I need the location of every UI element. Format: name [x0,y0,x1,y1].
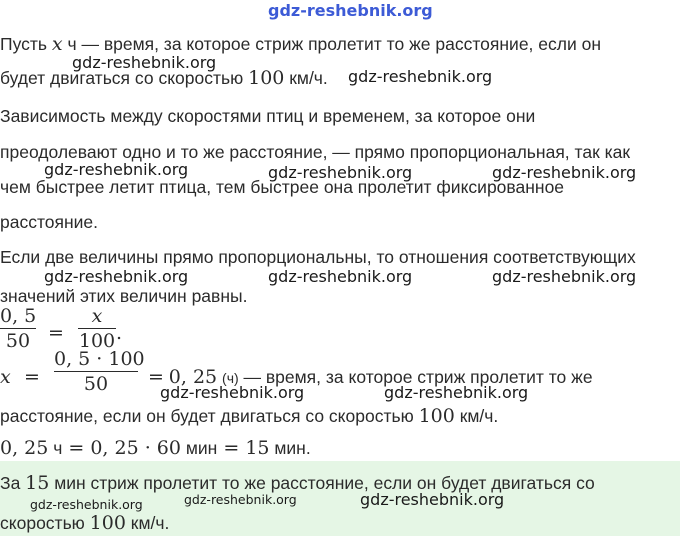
eq2-line2-pre: расстояние, если он будет двигаться со скоростью [0,406,419,426]
eq1-right-fraction [78,305,116,352]
eq3-b: 0, 25 · 60 [90,437,181,459]
p2-line4: расстояние. [0,212,99,232]
watermark: gdz-reshebnik.org [268,267,413,286]
answer-line1-post: мин стриж пролетит то же расстояние, если он будет двигаться со [49,473,595,493]
eq2-numerator: 0, 5 · 100 [54,348,145,370]
eq1-left-denominator: 50 [5,330,31,352]
fraction-bar [54,371,138,372]
eq3-a-unit: ч [48,438,63,458]
watermark: gdz-reshebnik.org [348,67,493,86]
eq2-text: — время, за которое стриж пролетит то же [238,367,593,387]
answer-minutes: 15 [25,472,50,494]
p3-line1: Если две величины прямо пропорциональны, то отношения соответствующих [0,247,636,267]
p1-line1-pre: Пусть [0,34,52,54]
eq2-denominator: 50 [83,373,109,395]
eq1-right-denominator: 100 [78,330,116,352]
p1-var-x: x [51,33,63,55]
p1-line1-post: ч — время, за которое стриж пролетит то же расстояние, если он [62,34,601,54]
eq1-left-numerator: 0, 5 [0,305,37,327]
answer-line1 [0,472,595,494]
answer-line2-pre: скоростью [0,513,90,533]
eq3-c-unit: мин. [269,438,311,458]
watermark: gdz-reshebnik.org [72,53,217,72]
watermark: gdz-reshebnik.org [30,497,143,512]
eq2-equals-b: = [148,366,164,388]
eq1-left-fraction [0,305,36,352]
answer-speed: 100 [89,512,126,534]
eq3-equals-b: = [217,437,246,459]
eq1-equals: = [48,322,64,344]
watermark: gdz-reshebnik.org [44,160,189,179]
watermark: gdz-reshebnik.org [492,267,637,286]
eq2-unit: (ч) [222,370,239,386]
eq2-value: 0, 25 [168,366,218,388]
eq2-line2 [0,405,498,427]
watermark-top: gdz-reshebnik.org [268,1,433,20]
watermark: gdz-reshebnik.org [44,267,189,286]
watermark: gdz-reshebnik.org [384,383,529,402]
answer-line1-pre: За [0,473,26,493]
p1-line2-post: км/ч. [284,68,328,88]
eq1-end: . [116,322,123,344]
p2-line3: чем быстрее летит птица, тем быстрее она пролетит фиксированное [0,177,565,197]
eq2-line2-post: км/ч. [454,406,499,426]
eq3 [0,437,311,459]
p1-speed: 100 [248,67,285,89]
eq2-fraction [54,348,145,395]
eq2-equals-a: = [24,366,40,388]
eq3-c: 15 [245,437,270,459]
eq2-speed: 100 [418,405,455,427]
watermark: gdz-reshebnik.org [360,490,505,509]
p2-line2: преодолевают одно и то же расстояние, — прямо пропорциональная, так как [0,142,631,162]
p3-line2: значений этих величин равны. [0,286,248,306]
watermark: gdz-reshebnik.org [160,383,305,402]
p2-line1: Зависимость между скоростями птиц и временем, за которое они [0,106,536,126]
eq3-equals-a: = [62,437,91,459]
watermark: gdz-reshebnik.org [492,163,637,182]
answer-line2 [0,512,169,534]
eq3-b-unit: мин [180,438,218,458]
fraction-bar [78,328,116,329]
eq3-a: 0, 25 [0,437,49,459]
eq1-right-numerator: x [91,305,103,327]
p1-line1 [0,33,601,55]
watermark: gdz-reshebnik.org [184,492,297,507]
answer-line2-post: км/ч. [125,513,170,533]
p1-line2-pre: будет двигаться со скоростью [0,68,249,88]
fraction-bar [0,328,36,329]
eq2-var: x [0,366,11,388]
watermark: gdz-reshebnik.org [268,163,413,182]
